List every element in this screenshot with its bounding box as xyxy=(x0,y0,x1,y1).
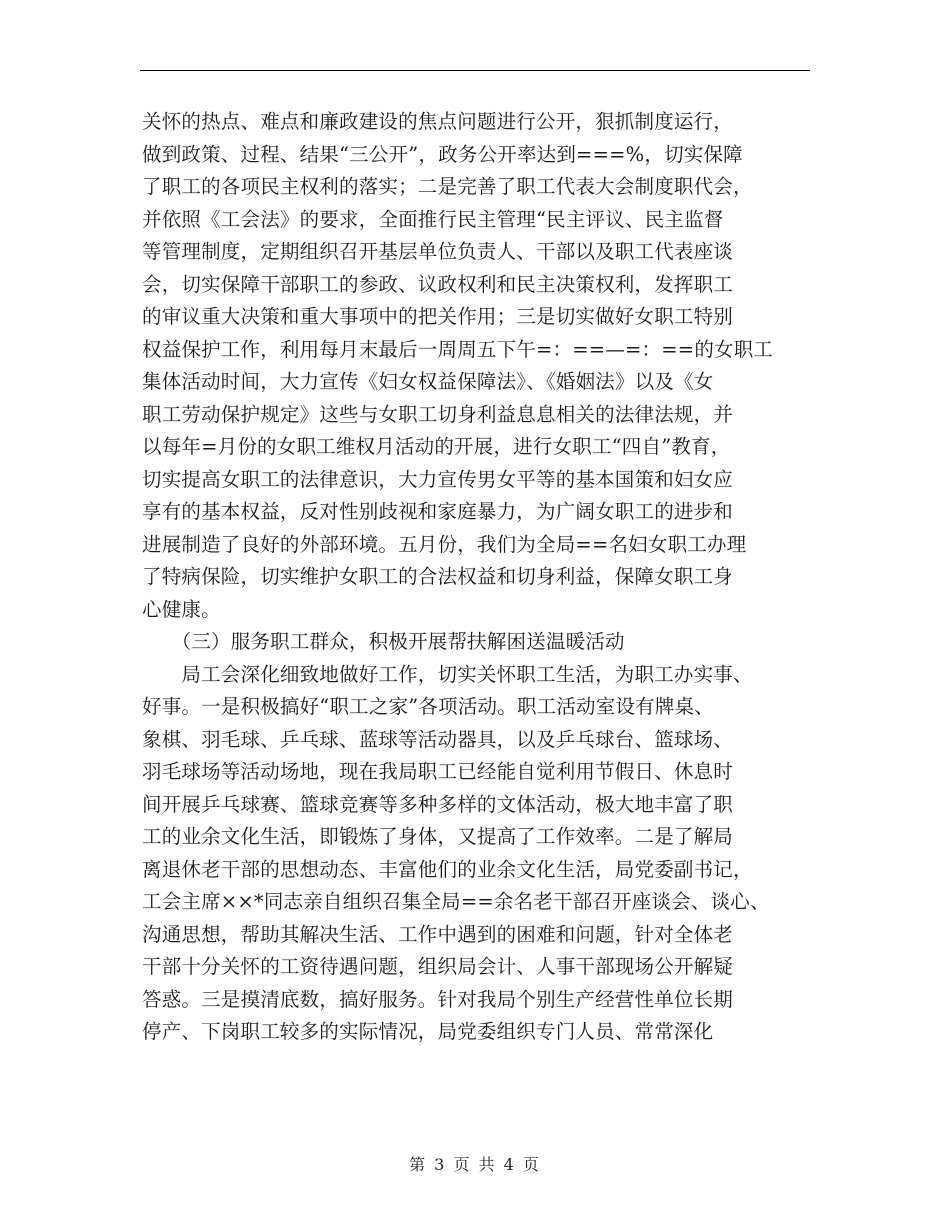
text-line: 象棋、羽毛球、乒乓球、蓝球等活动器具，以及乒乓球台、篮球场、 xyxy=(142,727,734,751)
text-line: 羽毛球场等活动场地，现在我局职工已经能自觉利用节假日、休息时 xyxy=(142,760,734,783)
text-line: 权益保护工作，利用每月末最后一周周五下午=：==—=：==的女职工 xyxy=(142,337,774,361)
text-line: 工会主席××*同志亲自组织召集全局==余名老干部召开座谈会、谈心、 xyxy=(142,890,770,913)
text-line: 心健康。 xyxy=(142,597,221,621)
text-line: 享有的基本权益，反对性别歧视和家庭暴力，为广阔女职工的进步和 xyxy=(142,500,734,523)
text-line: 停产、下岗职工较多的实际情况，局党委组织专门人员、常常深化 xyxy=(142,1020,714,1043)
text-line: 以每年=月份的女职工维权月活动的开展，进行女职工“四自”教育， xyxy=(142,435,731,458)
text-line: 答惑。三是摸清底数，搞好服务。针对我局个别生产经营性单位长期 xyxy=(142,987,734,1011)
text-line: 的审议重大决策和重大事项中的把关作用；三是切实做好女职工特别 xyxy=(142,305,734,328)
page-number: 第 3 页 共 4 页 xyxy=(409,1155,541,1174)
text-line: 工的业余文化生活，即锻炼了身体，又提高了工作效率。二是了解局 xyxy=(142,825,734,848)
text-line: 好事。一是积极搞好“职工之家”各项活动。职工活动室设有牌桌、 xyxy=(142,695,714,718)
document-body xyxy=(142,106,832,1049)
text-line: 职工劳动保护规定》这些与女职工切身利益息息相关的法律法规，并 xyxy=(142,402,734,426)
text-line: 离退休老干部的思想动态、丰富他们的业余文化生活，局党委副书记， xyxy=(142,857,753,881)
text-line: 了特病保险，切实维护女职工的合法权益和切身利益，保障女职工身 xyxy=(142,565,734,588)
text-line: 局工会深化细致地做好工作，切实关怀职工生活，为职工办实事、 xyxy=(142,662,753,686)
text-line: 集体活动时间，大力宣传《妇女权益保障法》、《婚姻法》以及《女 xyxy=(142,370,714,393)
text-line: 做到政策、过程、结果“三公开”，政务公开率达到===%，切实保障 xyxy=(142,142,743,166)
text-line: 干部十分关怀的工资待遇问题，组织局会计、人事干部现场公开解疑 xyxy=(142,955,734,978)
text-line: 关怀的热点、难点和廉政建设的焦点问题进行公开，狠抓制度运行， xyxy=(142,110,734,133)
text-line: 沟通思想，帮助其解决生活、工作中遇到的困难和问题，针对全体老 xyxy=(142,922,734,946)
text-line: 等管理制度，定期组织召开基层单位负责人、干部以及职工代表座谈 xyxy=(142,240,734,263)
section-heading: （三）服务职工群众，积极开展帮扶解困送温暖活动 xyxy=(142,630,625,653)
text-line: 了职工的各项民主权利的落实；二是完善了职工代表大会制度职代会， xyxy=(142,175,753,198)
text-line: 间开展乒乓球赛、篮球竞赛等多种多样的文体活动，极大地丰富了职 xyxy=(142,792,734,816)
text-line: 进展制造了良好的外部环境。五月份，我们为全局==名妇女职工办理 xyxy=(142,532,747,556)
text-line: 并依照《工会法》的要求，全面推行民主管理“民主评议、民主监督 xyxy=(142,207,724,231)
header-rule xyxy=(140,70,810,71)
text-line: 切实提高女职工的法律意识，大力宣传男女平等的基本国策和妇女应 xyxy=(142,467,734,491)
text-line: 会，切实保障干部职工的参政、议政权利和民主决策权利，发挥职工 xyxy=(142,272,734,296)
